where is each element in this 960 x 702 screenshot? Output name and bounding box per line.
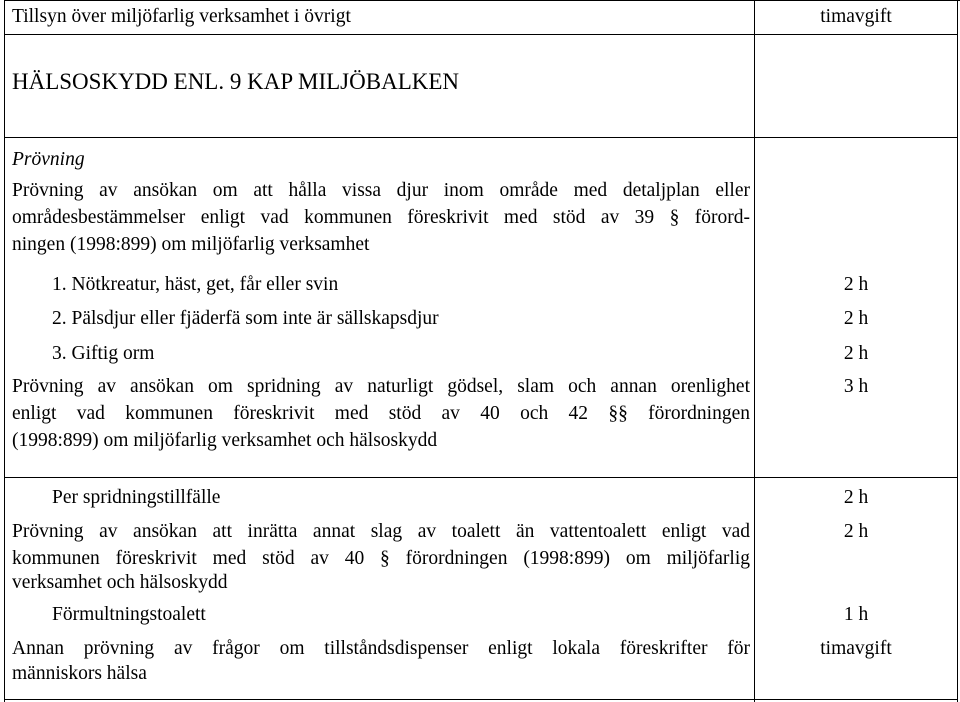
row-tillsyn-fee: timavgift — [820, 6, 892, 27]
section-heading: HÄLSOSKYDD ENL. 9 KAP MILJÖBALKEN — [12, 69, 460, 94]
row-divider-2 — [4, 137, 958, 138]
paragraph-toalett-fee: 2 h — [843, 521, 869, 542]
paragraph-spridning-line-2: enligt vad kommunen föreskrivit med stöd av 40 och 42 §§ förordningen — [12, 403, 750, 424]
paragraph-annan-line-2: människors hälsa — [12, 663, 147, 684]
row-tillsyn-label: Tillsyn över miljöfarlig verksamhet i övrigt — [12, 6, 351, 27]
table-border-top — [4, 0, 960, 1]
table-border-left — [4, 0, 5, 702]
list-item-3-label: 3. Giftig orm — [52, 343, 155, 364]
paragraph-toalett-line-1: Prövning av ansökan att inrätta annat slag av toalett än vattentoalett enligt vad — [12, 521, 750, 542]
paragraph-djur-line-1: Prövning av ansökan om att hålla vissa djur inom område med detaljplan eller — [12, 180, 750, 201]
formultning-fee: 1 h — [843, 604, 869, 625]
paragraph-djur-line-3: ningen (1998:899) om miljöfarlig verksamhet — [12, 234, 370, 255]
paragraph-toalett-line-2: kommunen föreskrivit med stöd av 40 § förordningen (1998:899) om miljöfarlig — [12, 548, 750, 569]
paragraph-spridning-fee: 3 h — [843, 376, 869, 397]
paragraph-spridning-line-3: (1998:899) om miljöfarlig verksamhet och hälsoskydd — [12, 430, 438, 451]
paragraph-djur-line-2: områdesbestämmelser enligt vad kommunen föreskrivit med stöd av 39 § förord- — [12, 207, 750, 228]
row-divider-4 — [4, 699, 958, 700]
subheading-provning: Prövning — [12, 149, 85, 170]
list-item-2-label: 2. Pälsdjur eller fjäderfä som inte är sällskapsdjur — [52, 308, 439, 329]
paragraph-annan-fee: timavgift — [820, 638, 892, 659]
list-item-2-fee: 2 h — [843, 308, 869, 329]
paragraph-annan-line-1: Annan prövning av frågor om tillståndsdispenser enligt lokala föreskrifter för — [12, 638, 750, 659]
paragraph-spridning-line-1: Prövning av ansökan om spridning av naturligt gödsel, slam och annan orenlighet — [12, 376, 750, 397]
list-item-3-fee: 2 h — [843, 343, 869, 364]
per-spridning-label: Per spridningstillfälle — [52, 487, 221, 508]
list-item-1-fee: 2 h — [843, 274, 869, 295]
list-item-1-label: 1. Nötkreatur, häst, get, får eller svin — [52, 274, 339, 295]
formultning-label: Förmultningstoalett — [52, 604, 206, 625]
paragraph-toalett-line-3: verksamhet och hälsoskydd — [12, 572, 228, 593]
per-spridning-fee: 2 h — [843, 487, 869, 508]
row-divider-1 — [4, 34, 958, 35]
row-divider-3 — [4, 477, 958, 478]
